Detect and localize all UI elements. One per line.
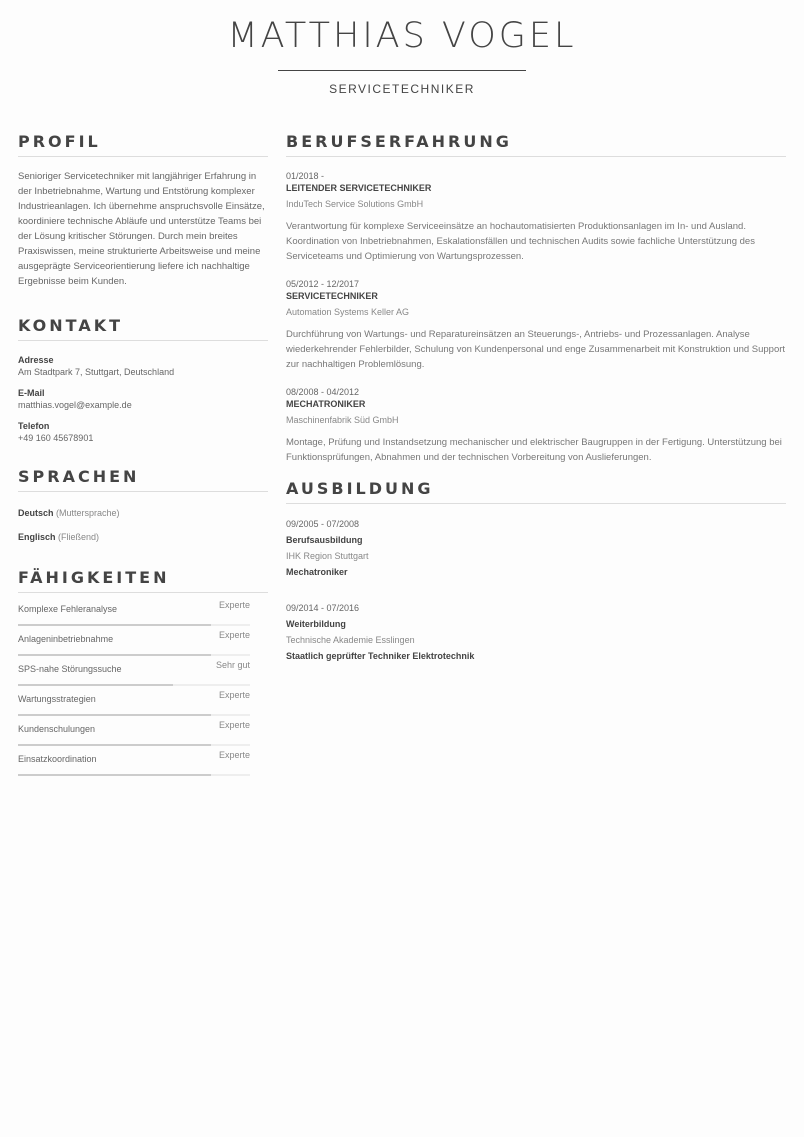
skill-name: Anlageninbetriebnahme (18, 634, 114, 644)
skill-row (18, 596, 268, 626)
job-description: Verantwortung für komplexe Serviceeinsätze an hochautomatisierten Produktionsanlagen im In- und Ausland. Koordination von Inbetriebnahmen, Eskalationsfällen und technischen Audits sowie fachliche Unterstützung des Serviceteams und Optimierung von Wartungsprozessen. (286, 221, 755, 262)
skill-level: Experte (218, 690, 250, 700)
contact-section (18, 316, 268, 444)
left-column (18, 132, 268, 776)
education-section (286, 479, 786, 662)
contact-label: Adresse (18, 355, 54, 365)
skill-name: SPS-nahe Störungssuche (18, 664, 122, 674)
skill-level: Experte (218, 630, 250, 640)
skill-name: Kundenschulungen (18, 724, 96, 734)
skill-row (18, 746, 268, 776)
language-item (18, 531, 268, 543)
education-school: IHK Region Stuttgart (286, 551, 369, 561)
education-entry (286, 518, 786, 578)
job-role: MECHATRONIKER (286, 399, 366, 409)
education-heading: AUSBILDUNG (286, 479, 786, 504)
education-entry (286, 602, 786, 662)
language-level: (Muttersprache) (56, 508, 120, 518)
job-date: 08/2008 - 04/2012 (286, 387, 360, 397)
education-degree: Berufsausbildung (286, 535, 363, 545)
name-divider (278, 70, 526, 71)
job-date: 05/2012 - 12/2017 (286, 279, 360, 289)
job-description: Durchführung von Wartungs- und Reparatureinsätzen an Steuerungs-, Antriebs- und Prozessanlagen. Analyse wiederkehrender Fehlerbilder, Schulung von Kundenpersonal und enge Zusammenarbeit mit Konstruktion und Support zur nachhaltigen Problemlösung. (286, 329, 786, 370)
job-date: 01/2018 - (286, 171, 325, 181)
languages-heading: SPRACHEN (18, 467, 268, 492)
contact-label: Telefon (18, 421, 50, 431)
education-degree: Weiterbildung (286, 619, 346, 629)
skill-name: Komplexe Fehleranalyse (18, 604, 118, 614)
education-list (286, 518, 786, 662)
skill-level: Sehr gut (215, 660, 250, 670)
contact-address: Am Stadtpark 7, Stuttgart, Deutschland (18, 367, 175, 377)
contact-heading: KONTAKT (18, 316, 268, 341)
skill-name: Einsatzkoordination (18, 754, 97, 764)
job-company: Automation Systems Keller AG (286, 307, 410, 317)
contact-list (18, 354, 268, 444)
skill-row (18, 626, 268, 656)
skill-row (18, 716, 268, 746)
language-name: Englisch (18, 532, 56, 542)
job-title: SERVICETECHNIKER (329, 82, 475, 96)
language-level: (Fließend) (58, 532, 100, 542)
skill-level: Experte (218, 600, 250, 610)
skill-bar-track (18, 774, 250, 776)
contact-item-address (18, 354, 268, 378)
skills-list (18, 596, 268, 776)
skill-bar-fill (18, 774, 211, 776)
contact-label: E-Mail (18, 388, 45, 398)
skill-level: Experte (218, 750, 250, 760)
skill-level: Experte (218, 720, 250, 730)
job-entry (286, 278, 786, 372)
resume-header (0, 14, 804, 96)
languages-list (18, 507, 268, 543)
education-date: 09/2014 - 07/2016 (286, 603, 360, 613)
contact-email[interactable]: matthias.vogel@example.de (18, 400, 132, 410)
experience-list (286, 170, 786, 465)
education-date: 09/2005 - 07/2008 (286, 519, 360, 529)
skill-row (18, 686, 268, 716)
skills-heading: FÄHIGKEITEN (18, 568, 268, 593)
job-entry (286, 170, 786, 264)
language-item (18, 507, 268, 519)
languages-section (18, 467, 268, 543)
contact-phone[interactable]: +49 160 45678901 (18, 433, 94, 443)
job-company: Maschinenfabrik Süd GmbH (286, 415, 399, 425)
skill-row (18, 656, 268, 686)
job-role: LEITENDER SERVICETECHNIKER (286, 183, 432, 193)
right-column (286, 132, 786, 686)
job-company: InduTech Service Solutions GmbH (286, 199, 424, 209)
education-field: Staatlich geprüfter Techniker Elektrotechnik (286, 651, 475, 661)
person-name: MATTHIAS VOGEL (227, 16, 577, 56)
education-school: Technische Akademie Esslingen (286, 635, 415, 645)
profile-section (18, 132, 268, 289)
job-role: SERVICETECHNIKER (286, 291, 378, 301)
skills-section (18, 568, 268, 776)
education-field: Mechatroniker (286, 567, 348, 577)
experience-section (286, 132, 786, 465)
job-entry (286, 386, 786, 465)
skill-name: Wartungsstrategien (18, 694, 96, 704)
profile-text: Senioriger Servicetechniker mit langjähriger Erfahrung in der Inbetriebnahme, Wartung und Entstörung komplexer Industrieanlagen. Ich übernehme anspruchsvolle Einsätze, koordiniere technische Abläufe und unterstütze Teams bei der Lösung kritischer Störungen. Durch mein breites Praxiswissen, meine strukturierte Arbeitsweise und meine ausgeprägte Serviceorientierung liefere ich nachhaltige Ergebnisse beim Kunden. (18, 171, 265, 287)
contact-item-email (18, 387, 268, 411)
experience-heading: BERUFSERFAHRUNG (286, 132, 786, 157)
language-name: Deutsch (18, 508, 54, 518)
job-description: Montage, Prüfung und Instandsetzung mechanischer und elektrischer Baugruppen in der Fertigung. Unterstützung bei Funktionsprüfungen, Abnahmen und der technischen Vorbereitung von Auslieferungen. (286, 437, 782, 463)
contact-item-phone (18, 420, 268, 444)
profile-heading: PROFIL (18, 132, 268, 157)
